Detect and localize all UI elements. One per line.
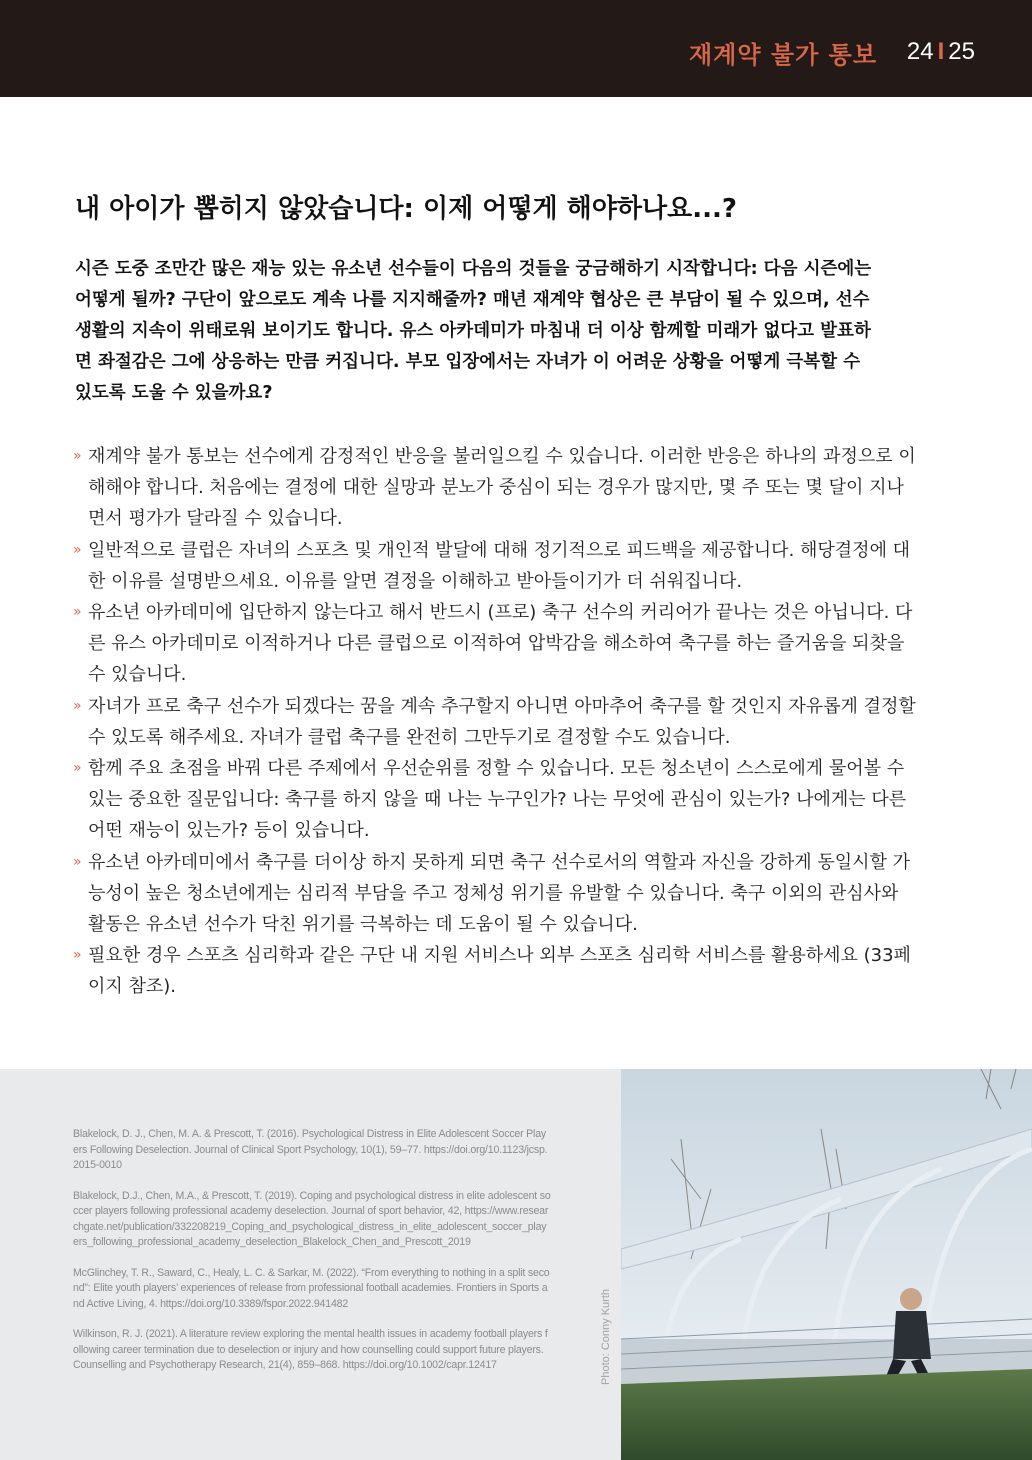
page-number-right: 25 <box>948 38 975 65</box>
list-item <box>73 597 918 691</box>
page-title: 내 아이가 뽑히지 않았습니다: 이제 어떻게 해야하나요...? <box>75 194 737 224</box>
chevron-icon: » <box>73 604 82 621</box>
page-header <box>0 0 1032 97</box>
references-list <box>73 1127 551 1389</box>
reference-item: Blakelock, D.J., Chen, M.A., & Prescott, T. (2019). Coping and psychological distress in elite adolescent soccer players following professional academy deselection. Journal of sport behavior, 42, https://www.researchgate.net/publication/332208219_Coping_and_psychological_distress_in_elite_adolescent_soccer_players_following_professional_academy_deselection_Blakelock_Chen_and_Prescott_2019 <box>73 1189 551 1248</box>
chevron-icon: » <box>73 541 82 558</box>
chevron-icon: » <box>73 697 82 714</box>
photo-credit: Photo: Conny Kurth <box>600 1288 612 1385</box>
list-item <box>73 441 918 535</box>
reference-item: McGlinchey, T. R., Saward, C., Healy, L. C. & Sarkar, M. (2022). “From everything to nothing in a split second”: Elite youth players’ experiences of release from professional football academies. Frontiers in Sports and Active Living, 4. https://doi.org/10.3389/fspor.2022.941482 <box>73 1266 550 1310</box>
list-item <box>73 940 918 1002</box>
bullet-list <box>73 441 918 1003</box>
pitch-grass <box>621 1369 1032 1460</box>
list-item-text: 자녀가 프로 축구 선수가 되겠다는 꿈을 계속 추구할지 아니면 아마추어 축구를 할 것인지 자유롭게 결정할 수 있도록 해주세요. 자녀가 클럽 축구를 완전히 그만두기로 결정할 수도 있습니다. <box>88 695 916 748</box>
list-item-text: 유소년 아카데미에서 축구를 더이상 하지 못하게 되면 축구 선수로서의 역할과 자신을 강하게 동일시할 가능성이 높은 청소년에게는 심리적 부담을 주고 정체성 위기를 유발할 수 있습니다. 축구 이외의 관심사와 활동은 유소년 선수가 닥친 위기를 극복하는 데 도움이 될 수 있습니다. <box>88 851 911 936</box>
chevron-icon: » <box>73 448 82 464</box>
page-separator: I <box>937 38 945 65</box>
chevron-icon: » <box>73 853 82 870</box>
photo-player-on-bench <box>621 1069 1032 1460</box>
page-number-left: 24 <box>906 38 934 65</box>
list-item-text: 일반적으로 클럽은 자녀의 스포츠 및 개인적 발달에 대해 정기적으로 피드백을 제공합니다. 해당결정에 대한 이유를 설명받으세요. 이유를 알면 결정을 이해하고 받아들이기가 더 쉬워집니다. <box>88 539 911 592</box>
list-item <box>73 691 918 753</box>
list-item-text: 유소년 아카데미에 입단하지 않는다고 해서 반드시 (프로) 축구 선수의 커리어가 끝나는 것은 아닙니다. 다른 유스 아카데미로 이적하거나 다른 클럽으로 이적하여 압박감을 해소하여 축구를 하는 즐거움을 되찾을 수 있습니다. <box>88 602 913 686</box>
list-item <box>73 535 918 597</box>
chevron-icon: » <box>73 760 82 777</box>
list-item-text: 필요한 경우 스포츠 심리학과 같은 구단 내 지원 서비스나 외부 스포츠 심리학 서비스를 활용하세요 (33페이지 참조). <box>88 945 911 998</box>
reference-item: Wilkinson, R. J. (2021). A literature review exploring the mental health issues in academy football players following career termination due to deselection or injury and how counselling could support future players. Counselling and Psychotherapy Research, 21(4), 859–868. https://doi.org/10.1002/capr.12417 <box>73 1328 548 1371</box>
list-item <box>73 847 918 941</box>
list-item-text: 함께 주요 초점을 바꿔 다른 주제에서 우선순위를 정할 수 있습니다. 모든 청소년이 스스로에게 물어볼 수 있는 중요한 질문입니다: 축구를 하지 않을 때 나는 누구인가? 나는 무엇에 관심이 있는가? 나에게는 다른 어떤 재능이 있는가? 등이 있습니다. <box>88 758 907 842</box>
reference-item: Blakelock, D. J., Chen, M. A. & Prescott, T. (2016). Psychological Distress in Elite Adolescent Soccer Players Following Deselection. Journal of Clinical Sport Psychology, 10(1), 59–77. https://doi.org/10.1123/jcsp.2015-0010 <box>73 1128 548 1171</box>
chevron-icon: » <box>73 947 82 964</box>
section-title: 재계약 불가 통보 <box>689 41 877 69</box>
page-numbers <box>907 38 975 66</box>
intro-paragraph: 시즌 도중 조만간 많은 재능 있는 유소년 선수들이 다음의 것들을 궁금해하기 시작합니다: 다음 시즌에는 어떻게 될까? 구단이 앞으로도 계속 나를 지지해줄까? 매년 재계약 협상은 큰 부담이 될 수 있으며, 선수 생활의 지속이 위태로워 보이기도 합니다. 유스 아카데미가 마침내 더 이상 함께할 미래가 없다고 발표하면 좌절감은 그에 상응하는 만큼 커집니다. 부모 입장에서는 자녀가 이 어려운 상황을 어떻게 극복할 수 있도록 도울 수 있을까요? <box>75 259 872 403</box>
list-item-text: 재계약 불가 통보는 선수에게 감정적인 반응을 불러일으킬 수 있습니다. 이러한 반응은 하나의 과정으로 이해해야 합니다. 처음에는 결정에 대한 실망과 분노가 중심이 되는 경우가 많지만, 몇 주 또는 몇 달이 지나면서 평가가 달라질 수 있습니다. <box>88 446 916 530</box>
list-item <box>73 753 918 847</box>
